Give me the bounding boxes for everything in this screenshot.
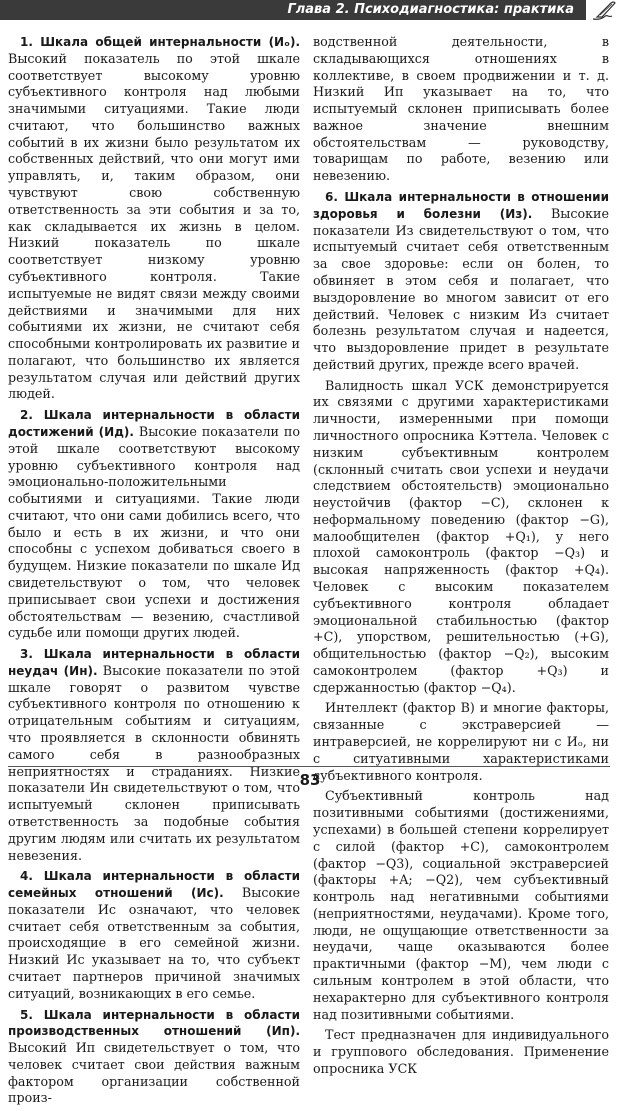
- paragraph-text: Субъективный контроль над позитивными событиями (достижениями, успехами) в большей степени коррелирует с силой (фактор +C), самоконтролем (фактор −Q3), социальной экстраверсией (факторы +A; −Q2), чем субъективный контроль над негативными событиями (неприятностями, неудачами). Кроме того, люди, не ощущающие ответственности за неудачи, чаще оказываются более практичными (фактор −M), чем люди с сильным контролем в этой области, что нехарактерно для субъективного контроля над позитивными событиями.: [313, 788, 609, 1022]
- paragraph: [313, 189, 609, 374]
- right-column: [313, 34, 609, 1082]
- paragraph: [8, 868, 300, 1002]
- paragraph-text: водственной деятельности, в складывающихся отношениях в коллективе, в своем продвижении и т. д. Низкий Ип указывает на то, что испытуемый склонен приписывать более важное значение внешним обстоятельствам — руководству, товарищам по работе, везению или невезению.: [313, 34, 609, 184]
- paragraph-text: Валидность шкал УСК демонстрируется их связями с другими характеристиками личности, измеренными при помощи личностного опросника Кэттела. Человек с низким субъективным контролем (склонный считать свои успехи и неудачи следствием обстоятельств) эмоционально неустойчив (фактор −C), склонен к неформальному поведению (фактор −G), малообщителен (фактор +Q₁), у него плохой самоконтроль (фактор −Q₃) и высокая напряженность (фактор +Q₄). Человек с высоким показателем субъективного контроля обладает эмоциональной стабильностью (фактор +C), упорством, решительностью (+G), общительностью (фактор −Q₂), высоким самоконтролем (фактор +Q₃) и сдержанностью (фактор −Q₄).: [313, 377, 609, 695]
- left-column: [8, 34, 300, 1111]
- paragraph-text: Высокие показатели Из свидетельствуют о том, что испытуемый считает себя ответственным за свое здоровье: если он болен, то обвиняет в этом себя и полагает, что выздоровление во многом зависит от его действий. Человек с низким Из считает болезнь результатом случая и надеется, что выздоровление придет в результате действий других, прежде всего врачей.: [313, 205, 609, 372]
- paragraph: [313, 34, 609, 185]
- chapter-title: Глава 2. Психодиагностика: практика: [0, 0, 586, 20]
- paragraph-text: Тест предназначен для индивидуального и группового обследования. Применение опросника УСК: [313, 1027, 609, 1076]
- paragraph: [8, 646, 300, 864]
- scale-heading: 3. Шкала интернальности в области неудач (Ин).: [8, 647, 300, 678]
- paragraph-text: Высокий показатель по этой шкале соответствует высокому уровню субъективного контроля над любыми значимыми ситуациями. Такие люди считают, что большинство важных событий в их жизни было результатом их собственных действий, что они могут ими управлять, и, таким образом, они чувствуют свою собственную ответственность за эти события и за то, как складывается их жизнь в целом. Низкий показатель по шкале соответствует низкому уровню субъективного контроля. Такие испытуемые не видят связи между своими действиями и значимыми для них событиями их жизни, не считают себя способными контролировать их развитие и полагают, что большинство их является результатом случая или действий других людей.: [8, 50, 300, 402]
- paragraph-text: Интеллект (фактор В) и многие факторы, связанные с экстраверсией — интраверсией, не коррелируют ни с Иₒ, ни с ситуативными характеристиками субъективного контроля.: [313, 700, 609, 783]
- paragraph-text: Высокие показатели по этой шкале соответствуют высокому уровню субъективного контроля над эмоционально-положительными событиями и ситуациями. Такие люди считают, что они сами добились всего, что было и есть в их жизни, и что они способны с успехом добиваться своего в будущем. Низкие показатели по шкале Ид свидетельствуют о том, что человек приписывает свои успехи и достижения обстоятельствам — везению, счастливой судьбе или помощи других людей.: [8, 423, 300, 641]
- quill-writing-icon: [590, 0, 618, 22]
- paragraph: [313, 1027, 609, 1077]
- scale-heading: 6. Шкала интернальности в отношении здоровья и болезни (Из).: [313, 190, 609, 221]
- paragraph: [8, 1007, 300, 1108]
- scale-heading: 2. Шкала интернальности в области достижений (Ид).: [8, 408, 300, 439]
- paragraph: [8, 34, 300, 403]
- scale-heading: 5. Шкала интернальности в области производственных отношений (Ип).: [8, 1007, 300, 1039]
- paragraph-text: Высокие показатели Ис означают, что человек считает себя ответственным за события, происходящие в его семейной жизни. Низкий Ис указывает на то, что субъект считает партнеров причиной значимых ситуаций, возникающих в его семье.: [8, 885, 300, 1001]
- paragraph: [313, 378, 609, 697]
- page-number: 83: [299, 771, 321, 789]
- page-header: [0, 0, 620, 20]
- scale-heading: 1. Шкала общей интернальности (Иₒ).: [20, 35, 300, 49]
- footer-divider: [8, 766, 610, 767]
- scale-heading: 4. Шкала интернальности в области семейных отношений (Ис).: [8, 869, 300, 901]
- paragraph: [313, 788, 609, 1023]
- paragraph: [8, 407, 300, 642]
- paragraph-text: Высокий Ип свидетельствует о том, что человек считает свои действия важным фактором организации собственной произ-: [8, 1040, 300, 1106]
- paragraph-text: Высокие показатели по этой шкале говорят о развитом чувстве субъективного контроля по отношению к отрицательным событиям и ситуациям, что проявляется в склонности обвинять самого себя в разнообразных неприятностях и страданиях. Низкие показатели Ин свидетельствуют о том, что испытуемый склонен приписывать ответственность за подобные события другим людям или считать их результатом невезения.: [8, 662, 300, 863]
